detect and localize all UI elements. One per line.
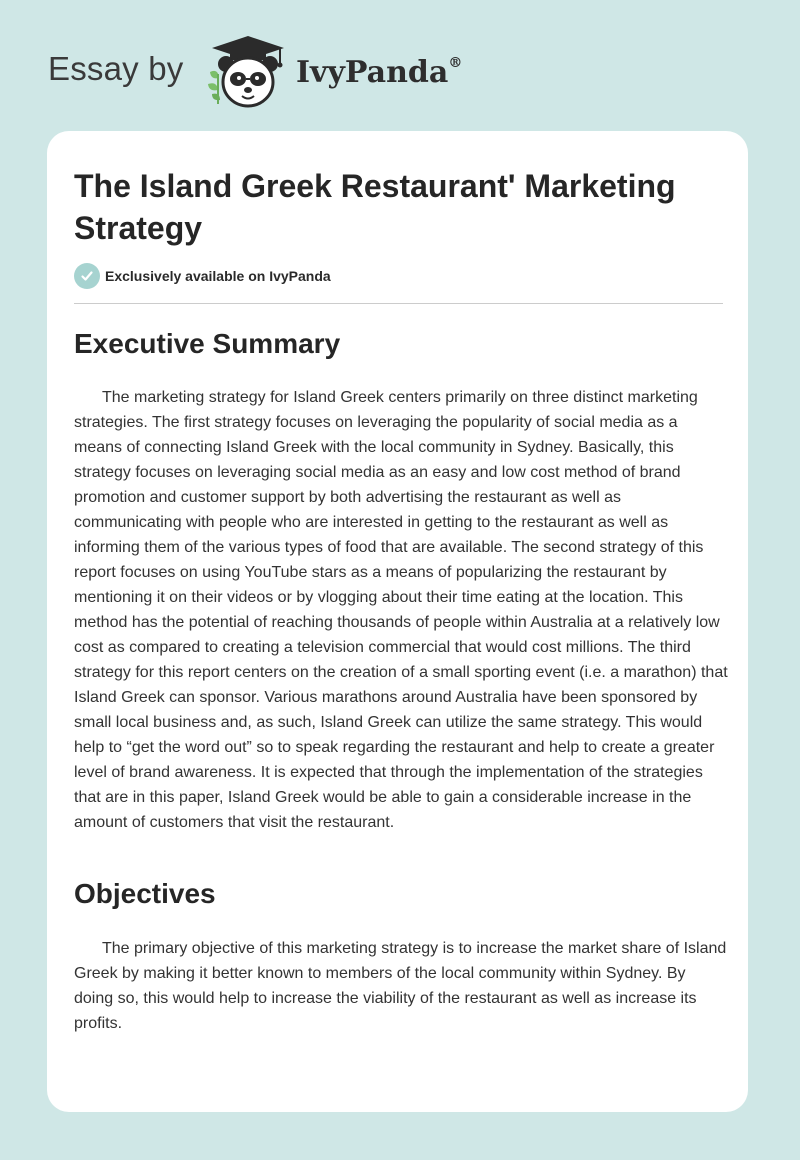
title-divider [74,303,723,304]
brand-prefix: Essay by [48,50,184,87]
objectives-paragraph: The primary objective of this marketing strategy is to increase the market share of Island Greek by making it better known to members of the local community within Sydney. By doing so, this would help to increase the viability of the restaurant as well as increase its profits. [74,940,727,1032]
registered-mark: ® [448,55,463,71]
section-heading-executive-summary: Executive Summary [74,328,341,359]
brand-name: IvyPanda® [296,55,463,90]
exclusive-badge [74,263,331,289]
check-icon [74,263,100,289]
site-header [0,0,800,130]
badge-text: Exclusively available on IvyPanda [105,268,331,284]
article-title: The Island Greek Restaurant' Marketing Strategy [74,168,676,246]
article-card [47,131,748,1112]
section-heading-objectives: Objectives [74,878,216,909]
panda-logo-icon [200,34,296,110]
executive-summary-paragraph: The marketing strategy for Island Greek centers primarily on three distinct marketing strategies. The first strategy focuses on leveraging the popularity of social media as a means of connecting Island Greek with the local community in Sydney. Basically, this strategy focuses on leveraging social media as an easy and low cost method of brand promotion and customer support by both advertising the restaurant as well as communicating with people who are interested in getting to the restaurant as well as informing them of the various types of food that are available. The second strategy of this report focuses on using YouTube stars as a means of popularizing the restaurant by mentioning it on their videos or by vlogging about their time eating at the location. This method has the potential of reaching thousands of people within Australia at a relatively low cost as compared to creating a television commercial that would cost millions. The third strategy for this report centers on the creation of a small sporting event (i.e. a marathon) that Island Greek can sponsor. Various marathons around Australia have been sponsored by small local business and, as such, Island Greek can utilize the same strategy. This would help to “get the word out” so to speak regarding the restaurant and help to create a greater level of brand awareness. It is expected that through the implementation of the strategies that are in this paper, Island Greek would be able to gain a considerable increase in the amount of customers that visit the restaurant. [74,389,728,831]
